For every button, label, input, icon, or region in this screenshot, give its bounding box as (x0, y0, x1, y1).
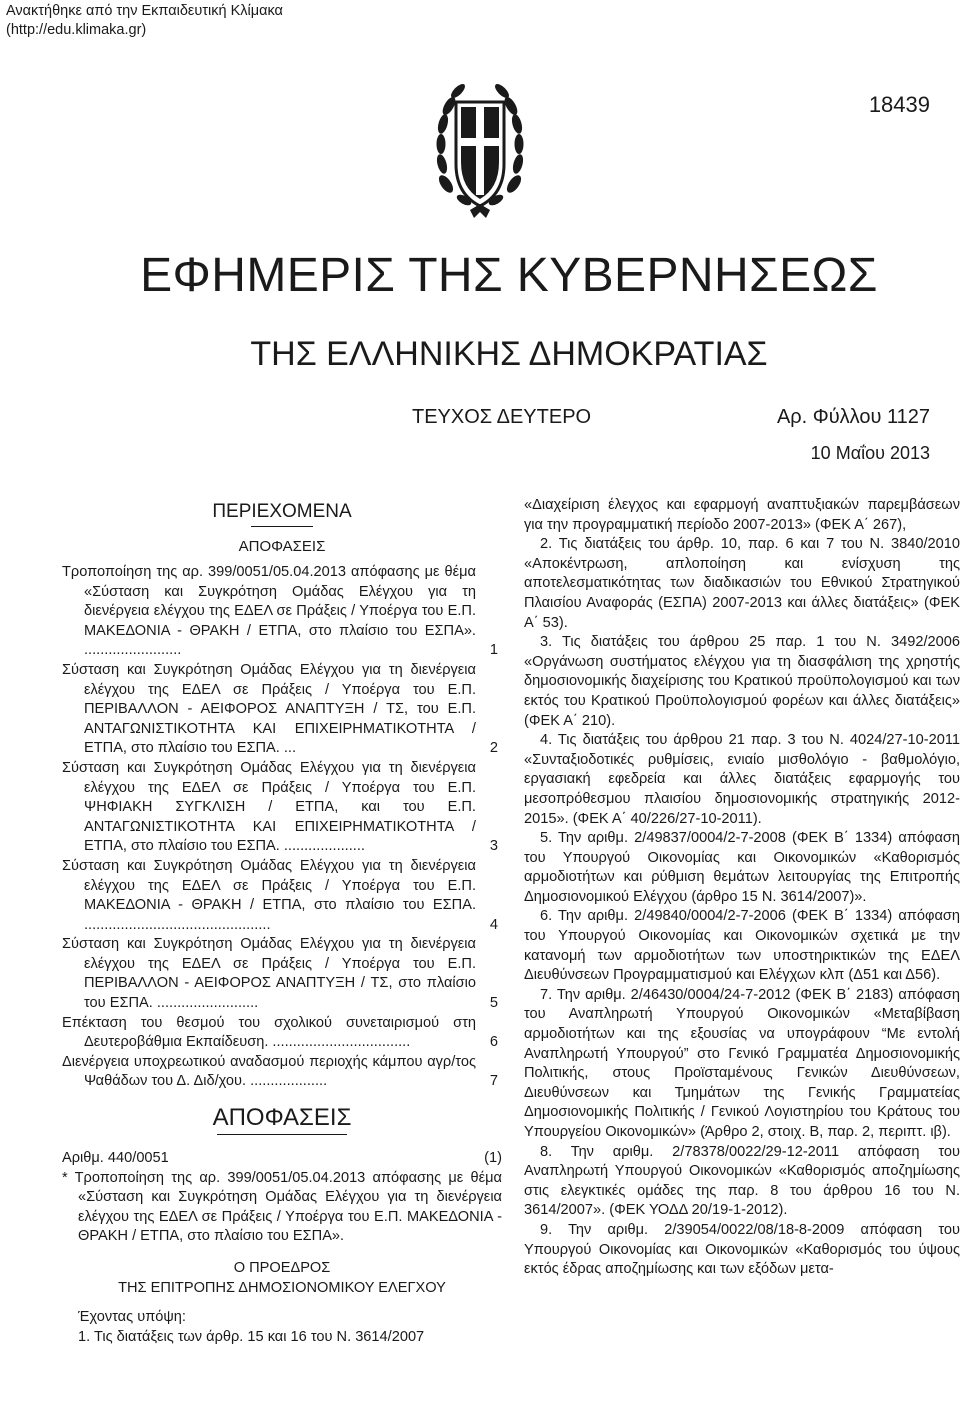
toc-entry-text: Σύσταση και Συγκρότηση Ομάδας Ελέγχου για τη διενέργεια ελέγχου της ΕΔΕΛ σε Πράξεις / Υποέργα του Ε.Π. ΠΕΡΙΒΑΛΛΟΝ - ΑΕΙΦΟΡΟΣ ΑΝΑΠΤΥΞΗ / ΤΣ, του Ε.Π. ΑΝΤΑΓΩΝΙΣΤΙΚΟΤΗΤΑ ΚΑΙ ΕΠΙΧΕΙΡΗΜΑΤΙΚΟΤΗΤΑ / ΕΤΠΑ, στο πλαίσιο του ΕΣΠΑ. ... (62, 661, 476, 757)
gazette-title: ΕΦΗΜΕΡΙΣ ΤΗΣ ΚΥΒΕΡΝΗΣΕΩΣ (140, 249, 878, 302)
consideration-item-3: 3. Τις διατάξεις του άρθρου 25 παρ. 1 του Ν. 3492/2006 «Οργάνωση συστήματος ελέγχου για τη διασφάλιση της χρηστής δημοσιονομικής διαχείρισης του Κρατικού προϋπολογισμού και των εκτός του Κρατικού Προϋπολογισμού φορέων και άλλες διατάξεις» (ΦΕΚ Α΄ 210). (524, 634, 960, 729)
toc-entry-page: 2 (489, 740, 498, 757)
source-link[interactable]: (http://edu.klimaka.gr) (6, 22, 147, 38)
issue-label: ΤΕΥΧΟΣ ΔΕΥΤΕΡΟ (412, 406, 592, 428)
toc-entry-page: 7 (489, 1073, 498, 1090)
having-in-mind: Έχοντας υπόψη: (78, 1309, 186, 1326)
gazette-subtitle: ΤΗΣ ΕΛΛΗΝΙΚΗΣ ΔΗΜΟΚΡΑΤΙΑΣ (250, 335, 768, 373)
page-number: 18439 (868, 92, 930, 117)
sheet-value: 1127 (886, 406, 930, 428)
consideration-item-1: 1. Τις διατάξεις των άρθρ. 15 και 16 του Ν. 3614/2007 (78, 1328, 425, 1345)
consideration-item-7: 7. Την αριθμ. 2/46430/0004/24-7-2012 (ΦΕΚ Β΄ 2183) απόφαση του Αναπληρωτή Υπουργού Οικονομικών «Μεταβίβαση αρμοδιοτήτων και της εξουσίας να υπογράφουν “Με εντολή Αναπληρωτή Υπουργού” στο Γενικό Γραμματέα Δημοσιονομικής Πολιτικής, στους Προϊσταμένους Γενικών Διευθύνσεων, Διευθύνσεων και Τμημάτων της Γενικής Γραμματείας Δημοσιονομικής Πολιτικής / Γενικού Λογιστηρίου του Κράτους του Υπουργείου Οικονομικών» (Άρθρο 2, στοιχ. Β, παρ. 2, περιπτ. ιβ). (524, 986, 960, 1140)
toc-entry-page: 3 (489, 838, 498, 855)
decision-ref: (1) (484, 1150, 502, 1167)
toc-subheading: ΑΠΟΦΑΣΕΙΣ (238, 538, 326, 555)
decisions-heading: ΑΠΟΦΑΣΕΙΣ (212, 1104, 352, 1132)
toc-entry[interactable] (62, 563, 502, 661)
toc-entry[interactable] (62, 1014, 502, 1053)
toc-entry-text: Σύσταση και Συγκρότηση Ομάδας Ελέγχου για τη διενέργεια ελέγχου της ΕΔΕΛ σε Πράξεις / Υποέργα του Ε.Π. ΨΗΦΙΑΚΗ ΣΥΓΚΛΙΣΗ / ΕΤΠΑ, και του Ε.Π. ΑΝΤΑΓΩΝΙΣΤΙΚΟΤΗΤΑ ΚΑΙ ΕΠΙΧΕΙΡΗΜΑΤΙΚΟΤΗΤΑ / ΕΤΠΑ, στο πλαίσιο του ΕΣΠΑ. .................... (62, 759, 476, 855)
right-column (524, 496, 960, 1280)
toc-entry-text: Τροποποίηση της αρ. 399/0051/05.04.2013 απόφασης με θέμα «Σύσταση και Συγκρότηση Ομάδας Ελέγχου για τη διενέργεια ελέγχου της ΕΔΕΛ σε Πράξεις / Υποέργα του Ε.Π. ΜΑΚΕΔΟΝΙΑ - ΘΡΑΚΗ / ΕΤΠΑ, στο πλαίσιο του ΕΣΠΑ». ........................ (62, 564, 476, 659)
president-title: Ο ΠΡΟΕΔΡΟΣ (233, 1260, 331, 1276)
toc-entry-text: Σύσταση και Συγκρότηση Ομάδας Ελέγχου για τη διενέργεια ελέγχου της ΕΔΕΛ σε Πράξεις / Υποέργα του Ε.Π. ΜΑΚΕΔΟΝΙΑ - ΘΡΑΚΗ / ΕΤΠΑ, στο πλαίσιο του ΕΣΠΑ. .............................................. (62, 857, 476, 933)
toc-heading: ΠΕΡΙΕΧΟΜΕΝΑ (212, 501, 352, 522)
decision-subject: * Τροποποίηση της αρ. 399/0051/05.04.2013 απόφασης με θέμα «Σύσταση και Συγκρότηση Ομάδας Ελέγχου για τη διενέργεια ελέγχου της ΕΔΕΛ σε Πράξεις / Υποέργα του Ε.Π. ΜΑΚΕΔΟΝΙΑ - ΘΡΑΚΗ / ΕΤΠΑ, στο πλαίσιο του ΕΣΠΑ». (62, 1169, 502, 1245)
consideration-item-2: 2. Τις διατάξεις του άρθρ. 10, παρ. 6 και 7 του Ν. 3840/2010 «Αποκέντρωση, απλοποίηση και ενίσχυση της αποτελεσματικότητας των διαδικασιών του Εθνικού Στρατηγικού Πλαισίου Αναφοράς (ΕΣΠΑ) 2007-2013 και άλλες διατάξεις» (ΦΕΚ Α΄ 53). (524, 536, 960, 631)
consideration-item-9: 9. Την αριθμ. 2/39054/0022/08/18-8-2009 απόφαση του Υπουργού Οικονομίας και Οικονομικών «Καθορισμός του ύψους εκτός έδρας αποζημίωσης και των εξόδων μετα- (524, 1221, 960, 1278)
decisions-heading-rule (217, 1134, 347, 1135)
consideration-item-6: 6. Την αριθμ. 2/49840/0004/2-7-2006 (ΦΕΚ Β΄ 1334) απόφαση του Υπουργού Οικονομίας και Οικονομικών σχετικά με την κατανομή των αρμοδιοτήτων των υποστηρικτικών της ΕΔΕΛ Διευθύνσεων Προγραμματισμού και Ελέγχων κλπ (Δ51 και Δ56). (524, 908, 960, 984)
sheet-number (777, 406, 930, 429)
decision-number-line (62, 1149, 502, 1169)
toc-entry-page: 1 (489, 642, 498, 659)
consideration-item-4: 4. Τις διατάξεις του άρθρου 21 παρ. 3 του Ν. 4024/27-10-2011 «Συνταξιοδοτικές ρυθμίσεις, ενιαίο μισθολόγιο - βαθμολόγιο, εργασιακή εφεδρεία και άλλες διατάξεις εφαρμογής του μεσοπρόθεσμου πλαισίου δημοσιονομικής στρατηγικής 2012-2015». (ΦΕΚ Α΄ 40/226/27-10-2011). (524, 732, 960, 827)
toc-entry[interactable] (62, 661, 502, 759)
left-column (62, 500, 502, 1347)
toc-entry[interactable] (62, 857, 502, 935)
toc-entry[interactable] (62, 935, 502, 1013)
toc-heading-rule (251, 526, 313, 527)
committee-title: ΤΗΣ ΕΠΙΤΡΟΠΗΣ ΔΗΜΟΣΙΟΝΟΜΙΚΟΥ ΕΛΕΓΧΟΥ (118, 1279, 446, 1296)
toc-entry-page: 5 (489, 995, 498, 1012)
issue-date: 10 Μαΐου 2013 (810, 443, 930, 463)
consideration-item-8: 8. Την αριθμ. 2/78378/0022/29-12-2011 απόφαση του Αναπληρωτή Υπουργού Οικονομικών «Καθορισμός αποζημίωσης στις ελεγκτικές ομάδες της παρ. 8 του άρθρου 16 του Ν. 3614/2007». (ΦΕΚ ΥΟΔΔ 20/19-1-2012). (524, 1143, 960, 1219)
consideration-item-5: 5. Την αριθμ. 2/49837/0004/2-7-2008 (ΦΕΚ Β΄ 1334) απόφαση του Υπουργού Οικονομίας και Οικονομικών «Καθορισμός αρμοδιοτήτων και ρύθμιση θεμάτων λειτουργίας της Επιτροπής Δημοσιονομικού Ελέγχου (άρθρο 15 Ν. 3614/2007)». (524, 830, 960, 905)
toc-entry-page: 4 (489, 916, 498, 933)
toc-entry-text: Σύσταση και Συγκρότηση Ομάδας Ελέγχου για τη διενέργεια ελέγχου της ΕΔΕΛ σε Πράξεις / Υποέργα του Ε.Π. ΠΕΡΙΒΑΛΛΟΝ - ΑΕΙΦΟΡΟΣ ΑΝΑΠΤΥΞΗ / ΤΣ, στο πλαίσιο του ΕΣΠΑ. ......................... (62, 936, 476, 1012)
consideration-continued: «Διαχείριση έλεγχος και εφαρμογή αναπτυξιακών παρεμβάσεων για την προγραμματική περίοδο 2007-2013» (ΦΕΚ Α΄ 267), (524, 497, 960, 533)
toc-entry[interactable] (62, 1053, 502, 1092)
decision-number: Αριθμ. 440/0051 (62, 1150, 169, 1167)
source-note (6, 2, 283, 40)
toc-entry-text: Διενέργεια υποχρεωτικού αναδασμού περιοχής κάμπου αγρ/τος Ψαθάδων του Δ. Διδ/χου. ................... (62, 1053, 476, 1090)
sheet-label: Αρ. Φύλλου (776, 406, 882, 428)
source-line-1: Ανακτήθηκε από την Εκπαιδευτική Κλίμακα (6, 3, 283, 19)
toc-entry-page: 6 (489, 1034, 498, 1051)
toc-entry-text: Επέκταση του θεσμού του σχολικού συνεταιρισμού στη Δευτεροβάθμια Εκπαίδευση. .................................. (62, 1014, 476, 1051)
coat-of-arms-emblem (434, 72, 526, 222)
toc-entry[interactable] (62, 759, 502, 857)
